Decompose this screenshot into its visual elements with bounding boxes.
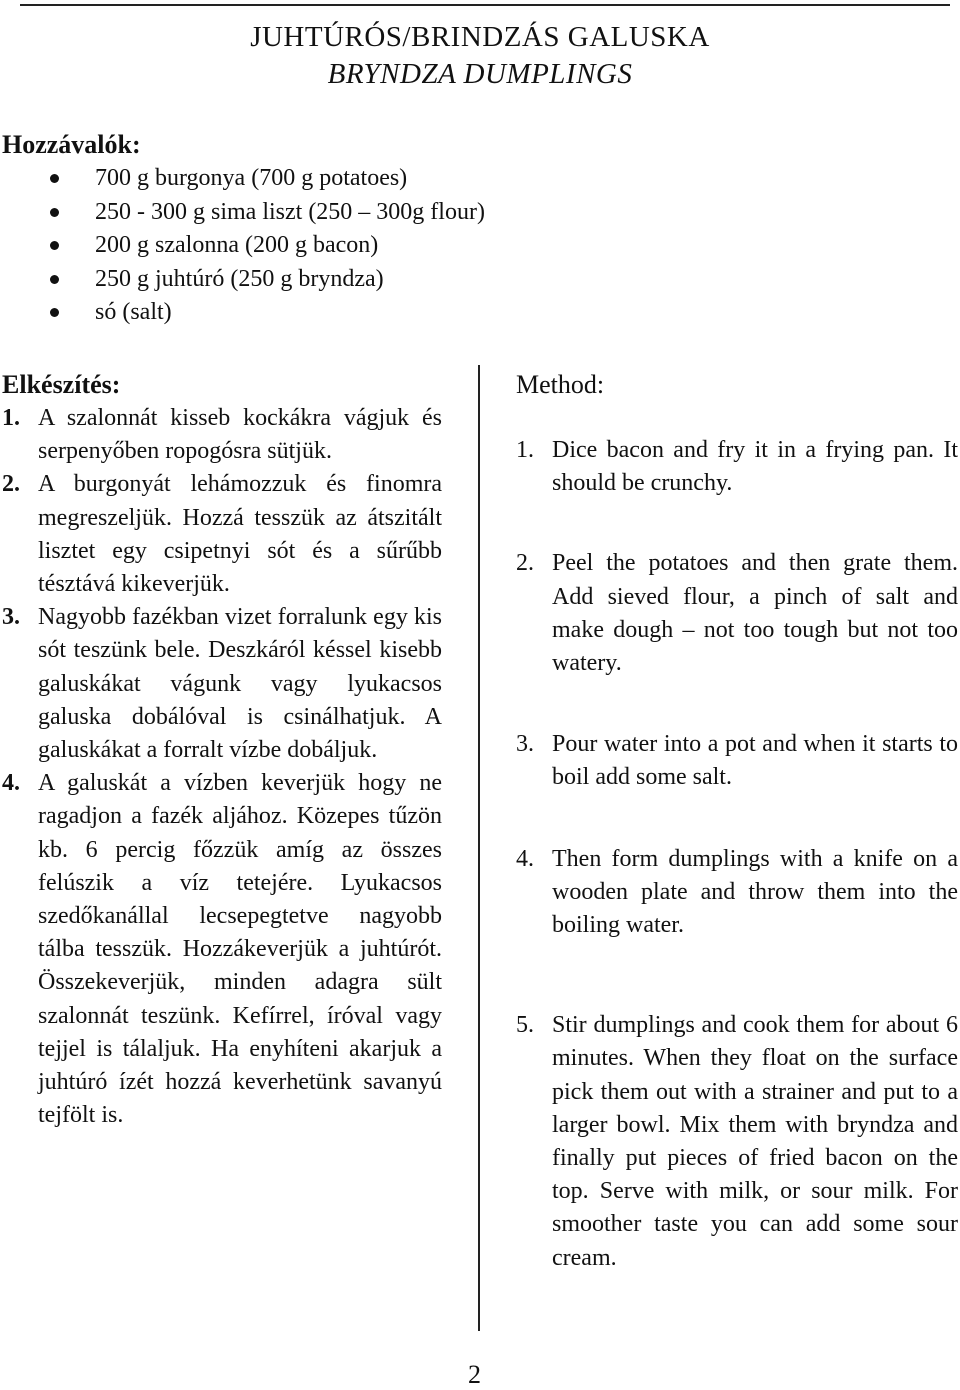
step-text: Nagyobb fazékban vizet forralunk egy kis sót teszünk bele. Deszkáról késsel kisebb galuskákat vágunk vagy lyukacsos galuska dobálóval is csinálhatjuk. A galuskákat a forralt vízbe dobáljuk. [38, 604, 442, 764]
step-1-en [516, 434, 958, 500]
method-heading-english: Method: [516, 370, 605, 399]
step-5-en [516, 1009, 958, 1275]
bullet-icon [50, 308, 59, 317]
list-item [0, 196, 485, 230]
list-item [0, 263, 485, 297]
method-steps-hungarian [2, 402, 442, 1132]
step-number: 1. [2, 405, 20, 431]
step-number: 5. [516, 1012, 534, 1039]
bullet-icon [50, 174, 59, 183]
step-text: A burgonyát lehámozzuk és finomra megreszeljük. Hozzá tesszük az átszitált lisztet egy csipetnyi sót és a sűrűbb tésztává kikeverjük. [38, 471, 442, 598]
ingredients-heading: Hozzávalók: [2, 130, 141, 159]
bullet-icon [50, 241, 59, 250]
step-2-hu [2, 468, 442, 601]
step-text: Stir dumplings and cook them for about 6 minutes. When they float on the surface pick them out with a strainer and put to a larger bowl. Mix them with bryndza and finally put pieces of fried bacon on the top. Serve with milk, or sour milk. For smoother taste you can add some sour cream. [552, 1012, 958, 1271]
ingredient-text: 700 g burgonya (700 g potatoes) [95, 165, 408, 191]
title-english: BRYNDZA DUMPLINGS [327, 58, 633, 90]
step-text: Peel the potatoes and then grate them. Add sieved flour, a pinch of salt and make dough – not too tough but not too watery. [552, 550, 958, 677]
ingredient-text: só (salt) [95, 299, 172, 325]
step-number: 2. [2, 471, 20, 498]
step-number: 4. [2, 770, 20, 797]
ingredient-text: 250 g juhtúró (250 g bryndza) [95, 265, 384, 292]
step-text: Pour water into a pot and when it starts to boil add some salt. [552, 731, 958, 791]
step-4-en [516, 843, 958, 943]
title-hungarian: JUHTÚRÓS/BRINDZÁS GALUSKA [250, 21, 710, 53]
bullet-icon [50, 208, 59, 217]
method-steps-english [516, 434, 958, 1275]
step-number: 1. [516, 437, 534, 463]
step-3-hu [2, 601, 442, 767]
method-heading-hungarian: Elkészítés: [2, 370, 121, 399]
top-rule [20, 4, 950, 6]
step-4-hu [2, 767, 442, 1132]
ingredients-list [0, 162, 485, 330]
step-3-en [516, 728, 958, 794]
step-1-hu [2, 402, 442, 468]
list-item [0, 162, 485, 196]
step-number: 3. [516, 731, 534, 758]
column-divider [478, 365, 480, 1331]
step-number: 4. [516, 845, 534, 872]
list-item [0, 229, 485, 263]
step-number: 3. [2, 604, 20, 631]
ingredient-text: 200 g szalonna (200 g bacon) [95, 232, 379, 258]
bullet-icon [50, 275, 59, 284]
step-2-en [516, 547, 958, 680]
step-text: A szalonnát kisseb kockákra vágjuk és serpenyőben ropogósra sütjük. [38, 405, 442, 465]
step-text: Dice bacon and fry it in a frying pan. It should be crunchy. [552, 437, 958, 497]
step-text: A galuskát a vízben keverjük hogy ne ragadjon a fazék aljához. Közepes tűzön kb. 6 percig főzzük amíg az összes felúszik a víz tetejére. Lyukacsos szedőkanállal lecsepegtetve nagyobb tálba tesszük. Hozzákeverjük a juhtúrót. Összekeverjük, minden adagra sült szalonnát teszünk. Kefírrel, íróval vagy tejjel is tálaljuk. Ha enyhíteni akarjuk a juhtúró ízét hozzá keverhetünk savanyú tejfölt is. [38, 770, 442, 1129]
ingredient-text: 250 - 300 g sima liszt (250 – 300g flour) [95, 198, 485, 225]
step-number: 2. [516, 550, 534, 577]
page-number: 2 [468, 1360, 481, 1389]
list-item [0, 296, 485, 330]
step-text: Then form dumplings with a knife on a wooden plate and throw them into the boiling water. [552, 845, 958, 939]
